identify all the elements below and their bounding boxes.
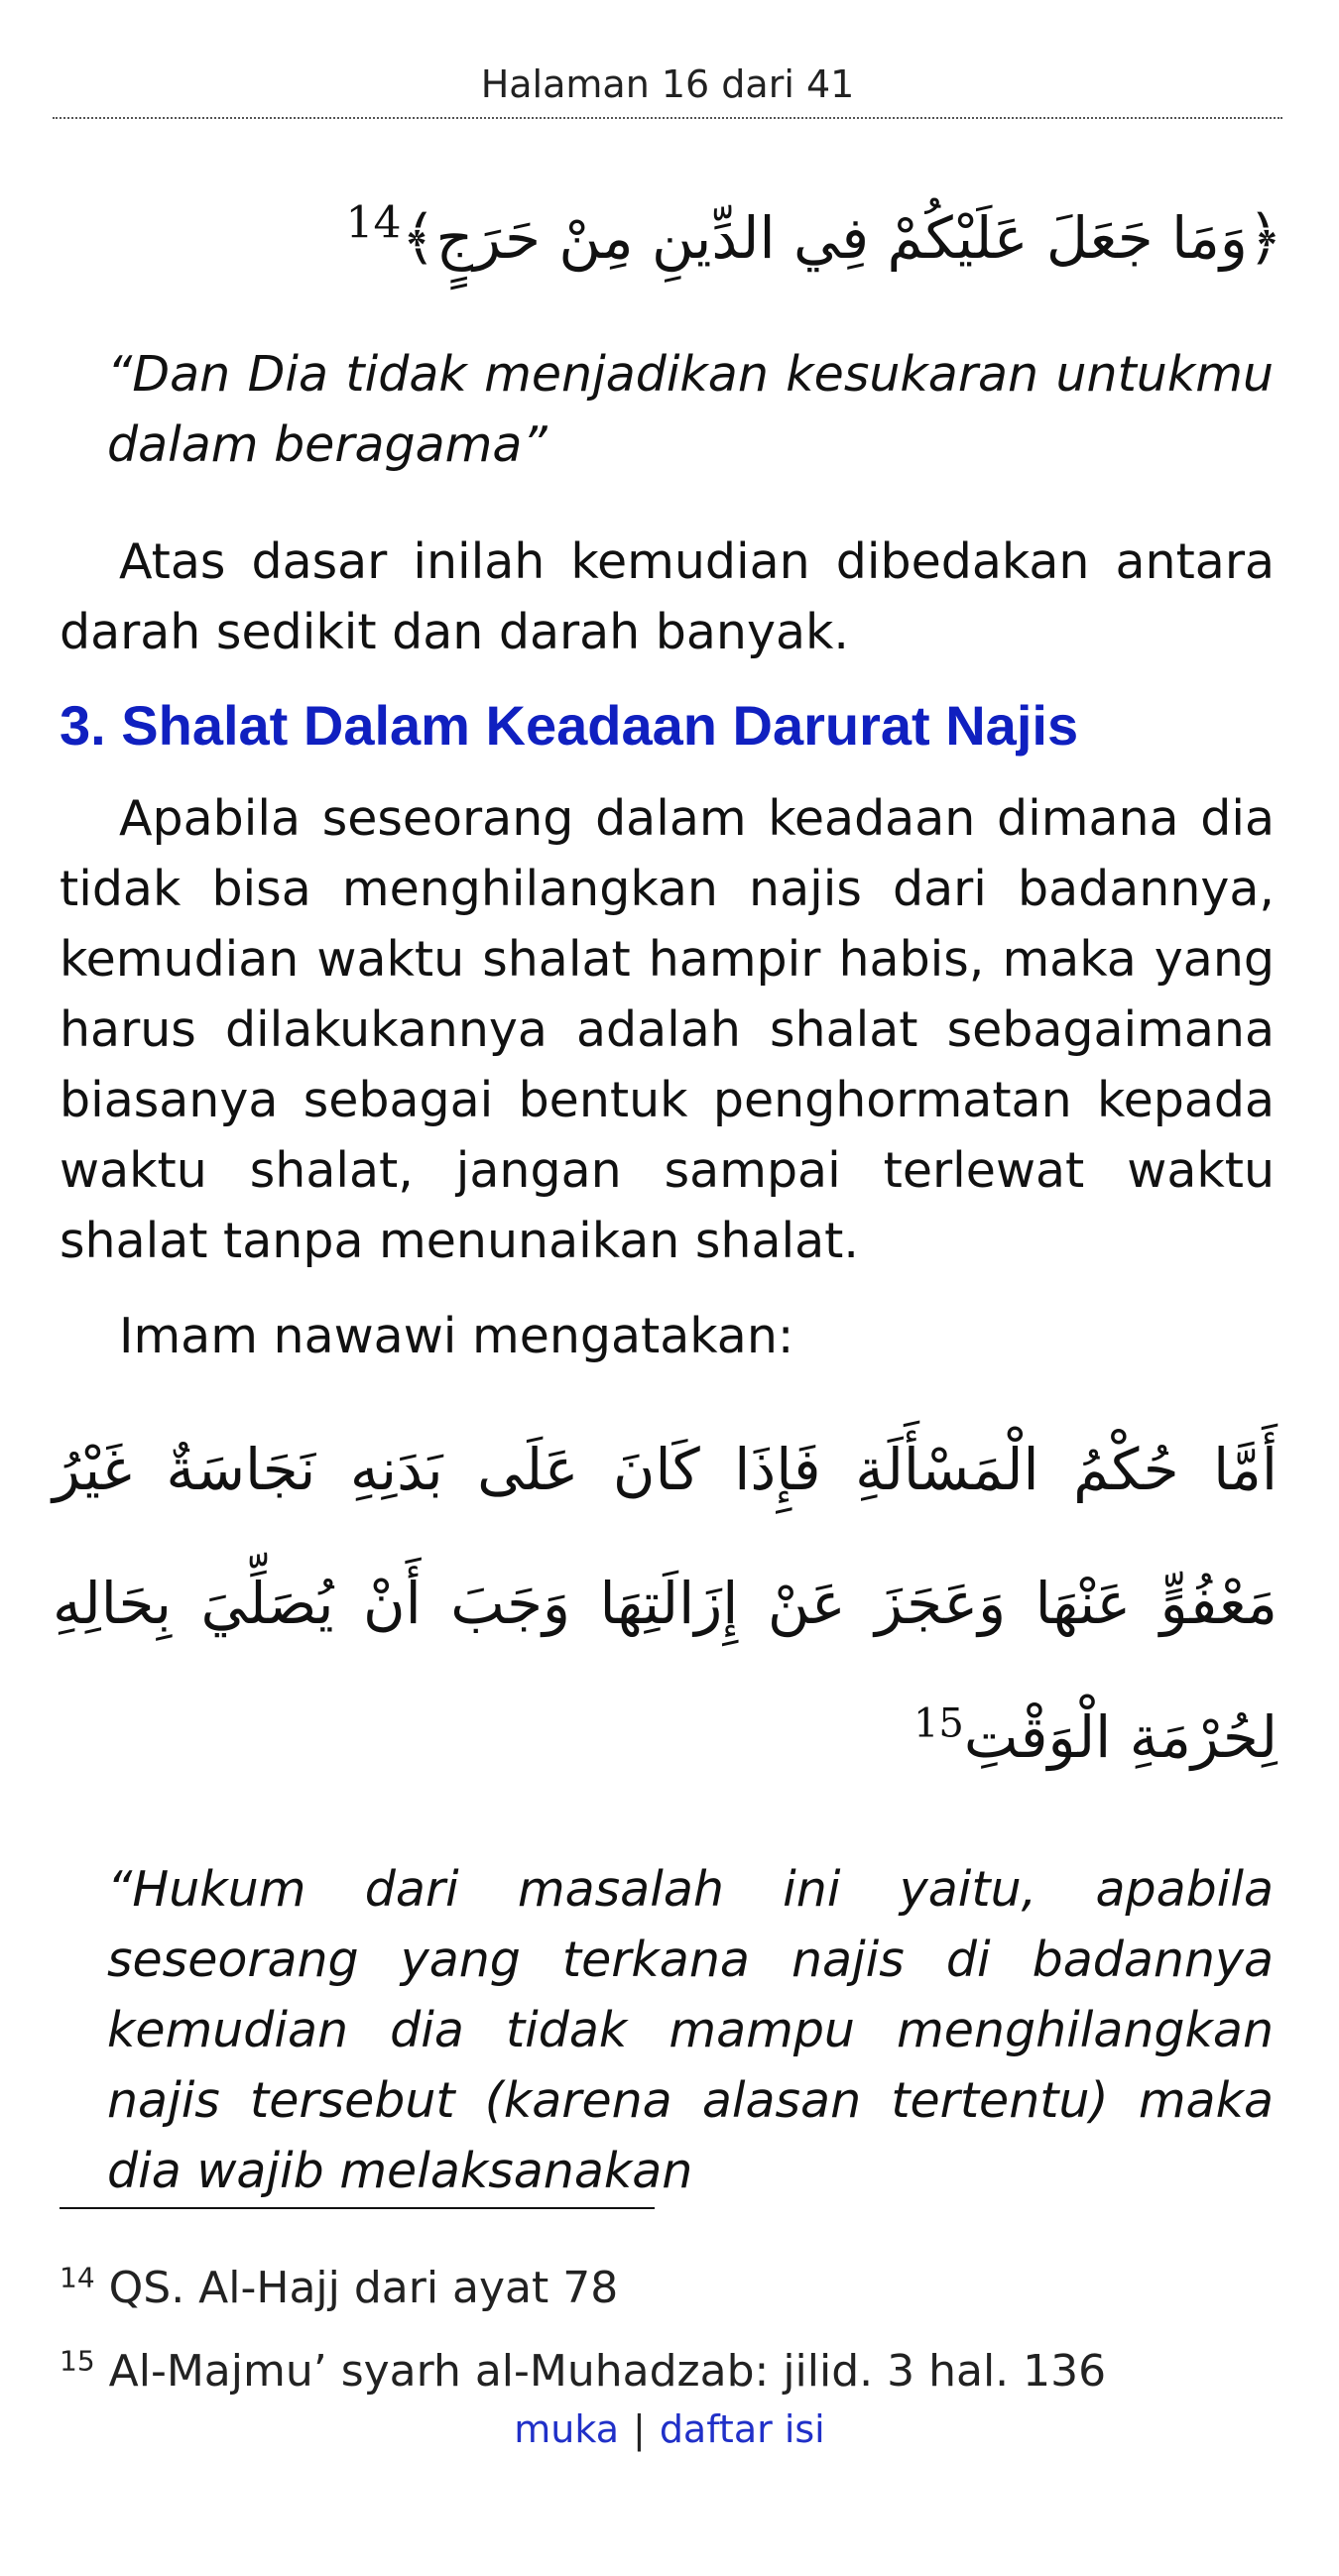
- table-of-contents-link[interactable]: daftar isi: [659, 2407, 825, 2451]
- footnote-divider: [60, 2207, 655, 2209]
- arabic-quotation-text: أَمَّا حُكْمُ الْمَسْأَلَةِ فَإِذَا كَانَ عَلَى بَدَنِهِ نَجَاسَةٌ غَيْرُ مَعْفُوٍّ عَنْهَا وَعَجَزَ عَنْ إِزَالَتِهَا وَجَبَ أَنْ يُصَلِّيَ بِحَالِهِ لِحُرْمَةِ الْوَقْتِ: [53, 1436, 1278, 1771]
- footnote-text: Al-Majmu’ syarh al-Muhadzab: jilid. 3 hal. 136: [108, 2346, 1107, 2397]
- footer-navigation: [0, 2400, 1339, 2459]
- quotation-translation: “Hukum dari masalah ini yaitu, apabila seseorang yang terkana najis di badannya kemudian dia tidak mampu menghilangkan najis tersebut (karena alasan tertentu) maka dia wajib melaksanakan: [107, 1861, 1274, 2199]
- verse-text: وَمَا جَعَلَ عَلَيْكُمْ فِي الدِّينِ مِنْ حَرَجٍ: [435, 204, 1248, 272]
- body-paragraph-3: [60, 1301, 1275, 1371]
- footnote-14: [60, 2259, 618, 2318]
- paragraph-text: Apabila seseorang dalam keadaan dimana dia tidak bisa menghilangkan najis dari badannya, kemudian waktu shalat hampir habis, maka yang harus dilakukannya adalah shalat sebagaimana biasanya sebagai bentuk penghormatan kepada waktu shalat, jangan sampai terlewat waktu shalat tanpa menunaikan shalat.: [60, 790, 1275, 1269]
- footnote-ref-15[interactable]: 15: [913, 1700, 964, 1747]
- verse-translation: “Dan Dia tidak menjadikan kesukaran untukmu dalam beragama”: [107, 346, 1274, 473]
- paragraph-text: Atas dasar inilah kemudian dibedakan antara darah sedikit dan darah banyak.: [60, 533, 1275, 660]
- verse-close-ornament: ﴾: [401, 203, 436, 273]
- page-number-label: Halaman 16 dari 41: [480, 62, 855, 106]
- body-paragraph-2: [60, 783, 1275, 1276]
- footnote-ref-14[interactable]: 14: [345, 197, 402, 249]
- footnote-text: QS. Al-Hajj dari ayat 78: [108, 2263, 619, 2313]
- footnote-number: 14: [60, 2261, 95, 2294]
- home-link[interactable]: muka: [514, 2407, 619, 2451]
- nav-separator: |: [633, 2407, 646, 2451]
- arabic-quotation: [53, 1403, 1278, 1805]
- paragraph-text: Imam nawawi mengatakan:: [119, 1308, 794, 1364]
- page-header: [53, 59, 1282, 119]
- footnote-15: [60, 2342, 1106, 2401]
- quran-verse: [53, 178, 1282, 297]
- section-heading: 3. Shalat Dalam Keadaan Darurat Najis: [60, 694, 1079, 757]
- verse-open-ornament: ﴿: [1247, 203, 1282, 273]
- footnote-number: 15: [60, 2344, 95, 2378]
- body-paragraph-1: [60, 527, 1275, 667]
